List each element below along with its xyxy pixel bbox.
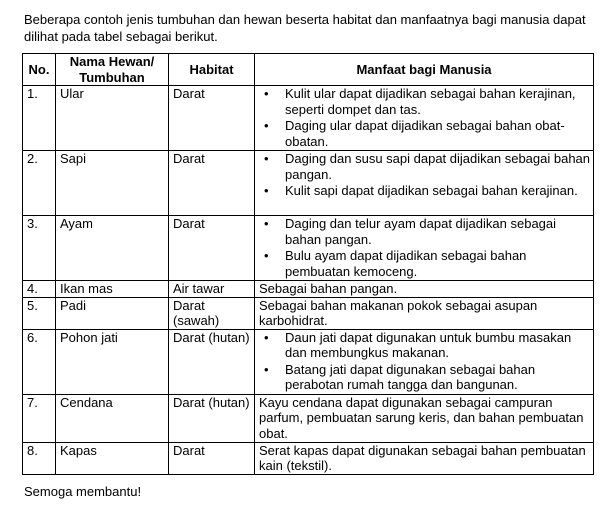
row-name: Ikan mas (56, 281, 169, 298)
table-row (23, 216, 594, 281)
benefit-item: • Kulit ular dapat dijadikan sebagai bahan kerajinan, seperti dompet dan tas. (259, 86, 593, 117)
row-habitat: Air tawar (169, 281, 255, 298)
row-number: 2. (23, 151, 56, 216)
row-habitat: Darat (169, 442, 255, 474)
row-number: 6. (23, 329, 56, 394)
benefit-item: • Daging dan susu sapi dapat dijadikan sebagai bahan pangan. (259, 151, 593, 182)
row-benefit: Sebagai bahan makanan pokok sebagai asupan karbohidrat. (255, 297, 594, 329)
benefit-item: • Daun jati dapat digunakan untuk bumbu masakan dan membungkus makanan. (259, 330, 593, 361)
benefit-item: • Batang jati dapat digunakan sebagai bahan perabotan rumah tangga dan bangunan. (259, 362, 593, 393)
row-benefit (255, 216, 594, 281)
table-row (23, 329, 594, 394)
table-row (23, 151, 594, 216)
closing-text: Semoga membantu! (24, 484, 142, 499)
table-row (23, 86, 594, 151)
table-row (23, 281, 594, 298)
row-number: 3. (23, 216, 56, 281)
row-benefit (255, 86, 594, 151)
row-habitat: Darat (hutan) (169, 394, 255, 442)
row-habitat: Darat (hutan) (169, 329, 255, 394)
header-habitat: Habitat (169, 54, 255, 86)
row-number: 8. (23, 442, 56, 474)
row-habitat: Darat (169, 216, 255, 281)
row-name: Kapas (56, 442, 169, 474)
row-number: 5. (23, 297, 56, 329)
row-number: 7. (23, 394, 56, 442)
row-benefit: Sebagai bahan pangan. (255, 281, 594, 298)
intro-text: Beberapa contoh jenis tumbuhan dan hewan beserta habitat dan manfaatnya bagi manusia dapat dilihat pada tabel sebagai berikut. (24, 12, 586, 44)
benefit-item: • Daging dan telur ayam dapat dijadikan sebagai bahan pangan. (259, 216, 593, 247)
header-no: No. (23, 54, 56, 86)
header-benefit: Manfaat bagi Manusia (255, 54, 594, 86)
row-name: Padi (56, 297, 169, 329)
row-name: Cendana (56, 394, 169, 442)
row-name: Ayam (56, 216, 169, 281)
row-number: 1. (23, 86, 56, 151)
row-benefit (255, 329, 594, 394)
species-table (22, 53, 594, 475)
row-habitat: Darat (169, 86, 255, 151)
benefit-item: • Bulu ayam dapat dijadikan sebagai bahan pembuatan kemoceng. (259, 248, 593, 279)
table-row (23, 442, 594, 474)
row-benefit: Kayu cendana dapat digunakan sebagai campuran parfum, pembuatan sarung keris, dan bahan pembuatan obat. (255, 394, 594, 442)
benefit-item: • Kulit sapi dapat dijadikan sebagai bahan kerajinan. (259, 183, 593, 199)
row-habitat: Darat (sawah) (169, 297, 255, 329)
row-name: Sapi (56, 151, 169, 216)
header-name: Nama Hewan/ Tumbuhan (56, 54, 169, 86)
row-name: Ular (56, 86, 169, 151)
table-row (23, 297, 594, 329)
row-benefit (255, 151, 594, 216)
table-row (23, 394, 594, 442)
row-benefit: Serat kapas dapat digunakan sebagai bahan pembuatan kain (tekstil). (255, 442, 594, 474)
row-number: 4. (23, 281, 56, 298)
row-habitat: Darat (169, 151, 255, 216)
table-header-row (23, 54, 594, 86)
row-name: Pohon jati (56, 329, 169, 394)
benefit-item: • Daging ular dapat dijadikan sebagai bahan obat-obatan. (259, 118, 593, 149)
